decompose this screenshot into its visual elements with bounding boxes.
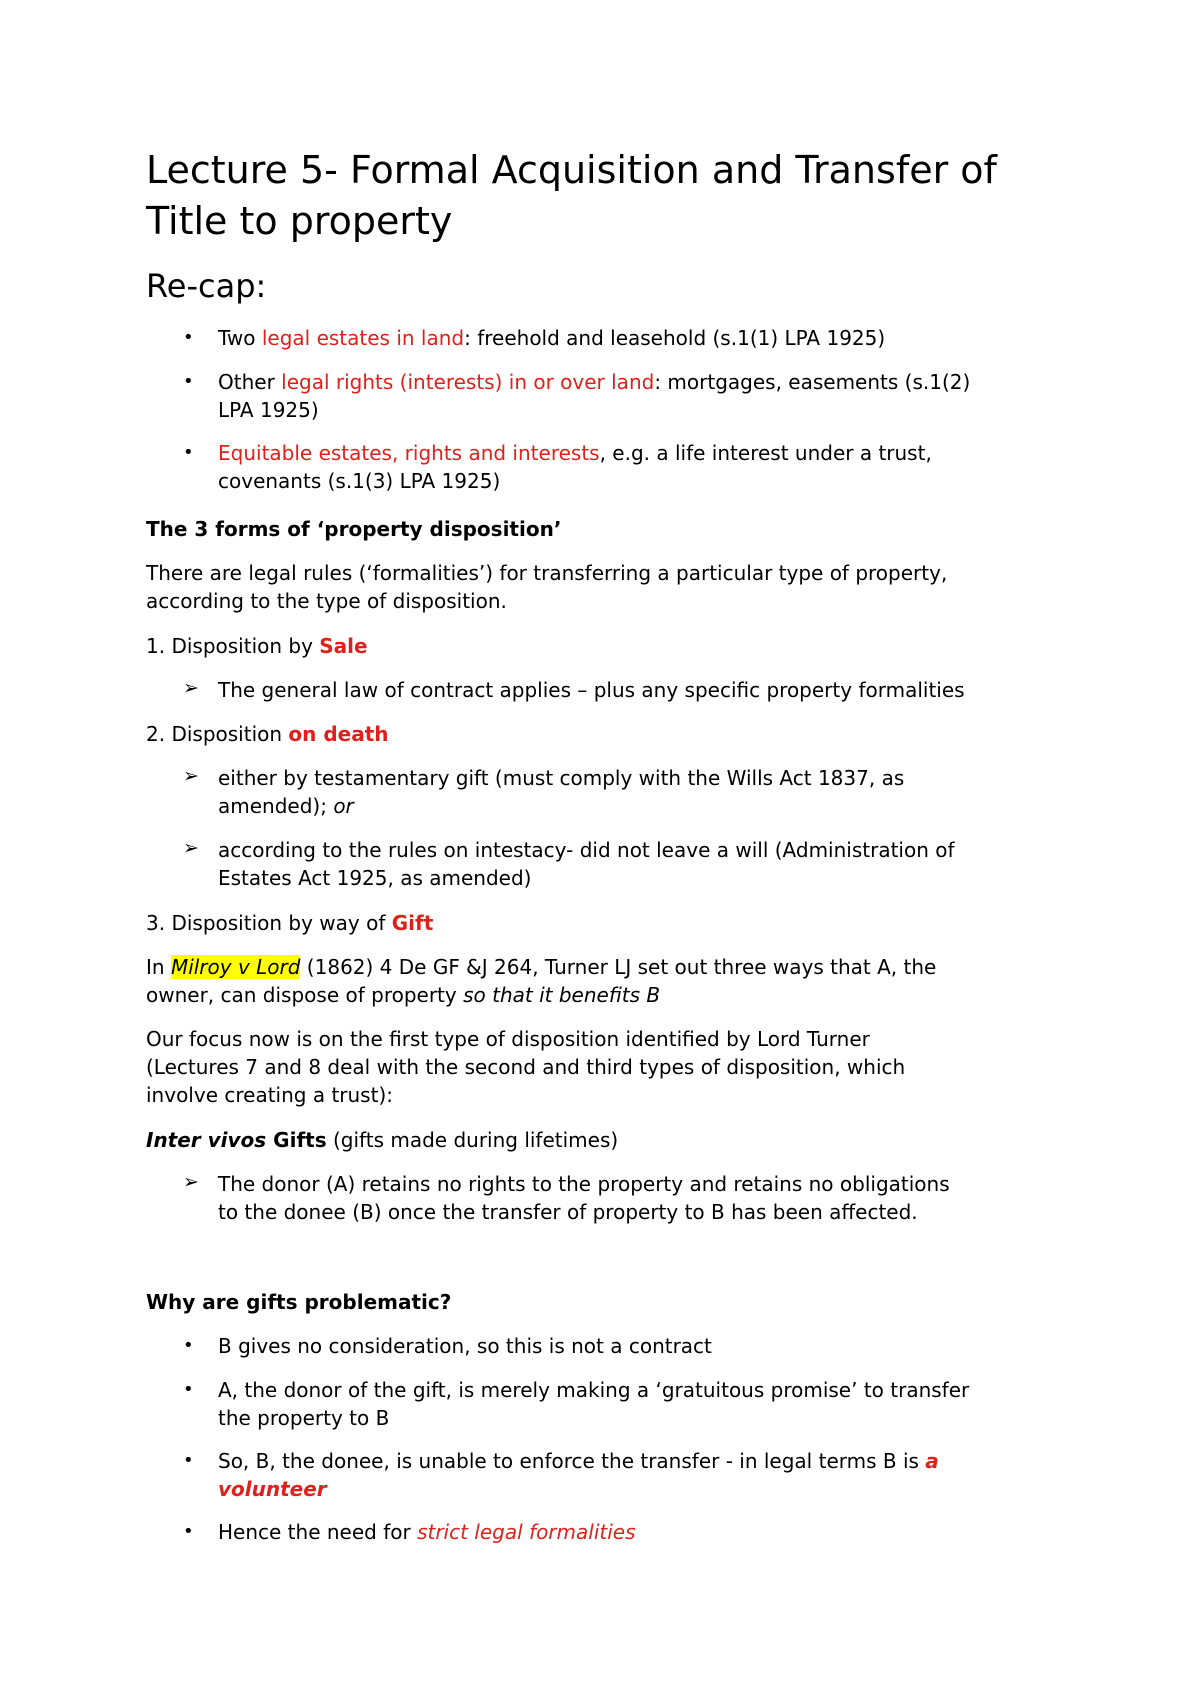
page-title-line-2: Title to property — [146, 199, 453, 243]
problem-point-1: B gives no consideration, so this is not a contract — [218, 1334, 712, 1358]
bullet-icon: • — [183, 327, 194, 348]
bullet-icon: • — [183, 1335, 194, 1356]
problem-point-3: So, B, the donee, is unable to enforce the transfer - in legal terms B is a — [218, 1449, 939, 1473]
milroy-paragraph-line-2: owner, can dispose of property so that it benefits B — [146, 983, 661, 1007]
page-title-line-1: Lecture 5- Formal Acquisition and Transfer of — [146, 148, 997, 192]
recap-bullet-2-cont: LPA 1925) — [218, 398, 319, 422]
forms-heading: The 3 forms of ‘property disposition’ — [146, 517, 562, 541]
death-point-2: according to the rules on intestacy- did not leave a will (Administration of — [218, 838, 955, 862]
case-name-highlight: Milroy v Lord — [170, 955, 301, 979]
problem-point-2-cont: the property to B — [218, 1406, 390, 1430]
death-point-1: either by testamentary gift (must comply with the Wills Act 1837, as — [218, 766, 905, 790]
problem-point-3-cont: volunteer — [218, 1477, 327, 1501]
forms-intro-line-1: There are legal rules (‘formalities’) for transferring a particular type of property, — [146, 561, 948, 585]
recap-bullet-1: Two legal estates in land: freehold and leasehold (s.1(1) LPA 1925) — [218, 326, 886, 350]
death-point-2-cont: Estates Act 1925, as amended) — [218, 866, 532, 890]
inter-vivos-point: The donor (A) retains no rights to the property and retains no obligations — [218, 1172, 950, 1196]
inter-vivos-heading: Inter vivos Gifts (gifts made during lifetimes) — [146, 1128, 619, 1152]
disposition-sale: 1. Disposition by Sale — [146, 634, 368, 658]
sale-point: The general law of contract applies – plus any specific property formalities — [218, 678, 965, 702]
inter-vivos-point-cont: to the donee (B) once the transfer of property to B has been affected. — [218, 1200, 918, 1224]
recap-heading: Re-cap: — [146, 267, 267, 305]
bullet-icon: • — [183, 371, 194, 392]
problem-point-4: Hence the need for strict legal formalities — [218, 1520, 636, 1544]
disposition-gift: 3. Disposition by way of Gift — [146, 911, 434, 935]
arrow-bullet-icon: ➢ — [183, 837, 199, 859]
problem-heading: Why are gifts problematic? — [146, 1290, 452, 1314]
arrow-bullet-icon: ➢ — [183, 1171, 199, 1193]
focus-line-2: (Lectures 7 and 8 deal with the second and third types of disposition, which — [146, 1055, 906, 1079]
death-point-1-cont: amended); or — [218, 794, 354, 818]
focus-line-1: Our focus now is on the first type of disposition identified by Lord Turner — [146, 1027, 870, 1051]
milroy-paragraph-line-1: In Milroy v Lord (1862) 4 De GF &J 264, Turner LJ set out three ways that A, the — [146, 955, 937, 979]
arrow-bullet-icon: ➢ — [183, 677, 199, 699]
problem-point-2: A, the donor of the gift, is merely making a ‘gratuitous promise’ to transfer — [218, 1378, 970, 1402]
bullet-icon: • — [183, 1450, 194, 1471]
bullet-icon: • — [183, 1379, 194, 1400]
forms-intro-line-2: according to the type of disposition. — [146, 589, 507, 613]
disposition-death: 2. Disposition on death — [146, 722, 389, 746]
arrow-bullet-icon: ➢ — [183, 765, 199, 787]
recap-bullet-3: Equitable estates, rights and interests, e.g. a life interest under a trust, — [218, 441, 932, 465]
bullet-icon: • — [183, 1521, 194, 1542]
bullet-icon: • — [183, 442, 194, 463]
recap-bullet-2: Other legal rights (interests) in or over land: mortgages, easements (s.1(2) — [218, 370, 971, 394]
recap-bullet-3-cont: covenants (s.1(3) LPA 1925) — [218, 469, 501, 493]
focus-line-3: involve creating a trust): — [146, 1083, 393, 1107]
